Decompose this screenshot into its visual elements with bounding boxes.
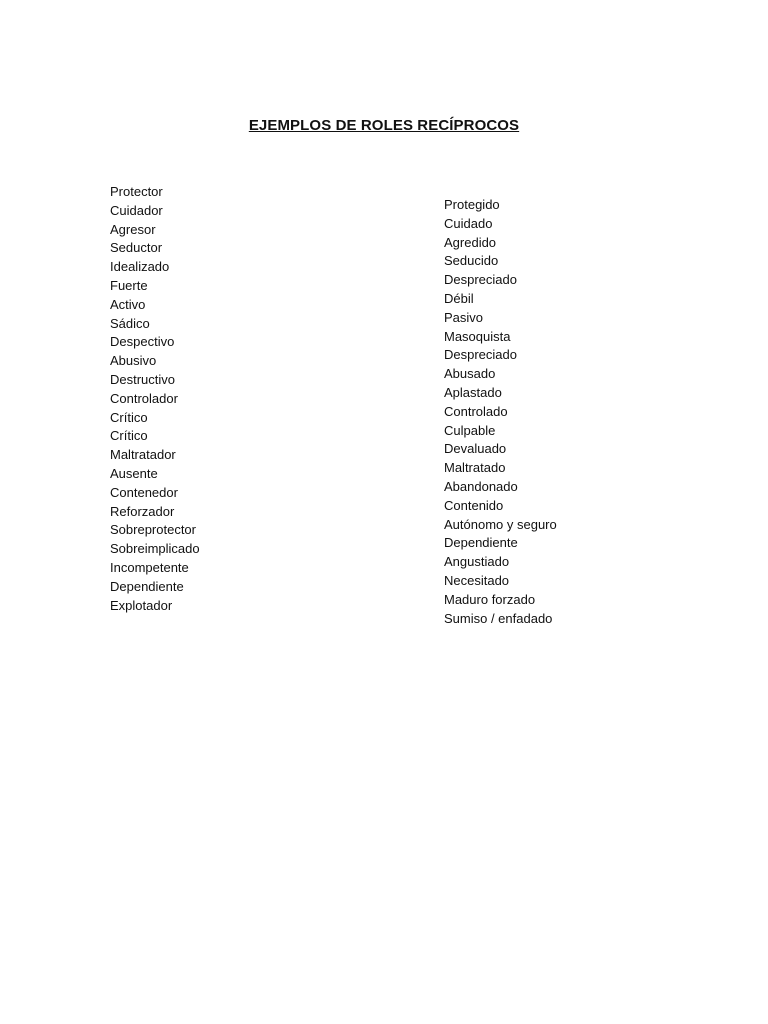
left-role-item: Sobreimplicado	[110, 541, 200, 557]
left-role-list	[110, 183, 200, 615]
left-role-item: Destructivo	[110, 371, 176, 387]
left-role-item: Sádico	[110, 315, 150, 331]
right-role-item: Angustiado	[444, 554, 510, 570]
right-role-item: Cuidado	[444, 215, 493, 231]
right-role-item: Pasivo	[444, 309, 484, 325]
left-role-item: Maltratador	[110, 447, 176, 463]
left-role-item: Sobreprotector	[110, 522, 196, 538]
right-role-item: Aplastado	[444, 384, 502, 400]
right-role-item: Masoquista	[444, 328, 511, 344]
left-role-item: Dependiente	[110, 578, 184, 594]
right-role-item: Agredido	[444, 234, 497, 250]
left-role-item: Controlador	[110, 390, 178, 406]
page-title: EJEMPLOS DE ROLES RECÍPROCOS	[248, 117, 520, 134]
right-role-item: Necesitado	[444, 572, 510, 588]
left-role-item: Protector	[110, 184, 163, 199]
right-role-item: Débil	[444, 290, 474, 306]
right-role-item: Devaluado	[444, 441, 507, 457]
left-role-item: Idealizado	[110, 259, 170, 275]
right-role-item: Contenido	[444, 497, 504, 513]
left-role-item: Incompetente	[110, 559, 189, 575]
left-role-item: Crítico	[110, 428, 148, 444]
right-role-item: Maltratado	[444, 460, 506, 476]
left-role-item: Crítico	[110, 409, 148, 425]
left-role-item: Despectivo	[110, 334, 175, 350]
right-role-item: Autónomo y seguro	[444, 516, 557, 532]
left-role-item: Activo	[110, 296, 146, 312]
left-role-item: Contenedor	[110, 484, 178, 500]
left-role-item: Fuerte	[110, 277, 148, 293]
right-role-item: Controlado	[444, 403, 508, 419]
right-role-item: Despreciado	[444, 347, 517, 363]
left-role-item: Abusivo	[110, 353, 157, 369]
right-role-item: Maduro forzado	[444, 591, 536, 607]
right-role-list	[444, 196, 557, 628]
right-role-item: Seducido	[444, 253, 499, 269]
right-role-item: Culpable	[444, 422, 496, 438]
right-role-item: Despreciado	[444, 272, 517, 288]
right-role-item: Sumiso / enfadado	[444, 610, 553, 626]
left-role-item: Agresor	[110, 221, 156, 237]
left-role-item: Reforzador	[110, 503, 175, 519]
left-role-item: Explotador	[110, 597, 173, 613]
right-role-item: Dependiente	[444, 535, 518, 551]
left-role-item: Cuidador	[110, 202, 163, 218]
left-role-item: Seductor	[110, 240, 163, 256]
left-role-item: Ausente	[110, 465, 158, 481]
right-role-item: Abusado	[444, 366, 496, 382]
right-role-item: Protegido	[444, 197, 500, 212]
right-role-item: Abandonado	[444, 478, 518, 494]
